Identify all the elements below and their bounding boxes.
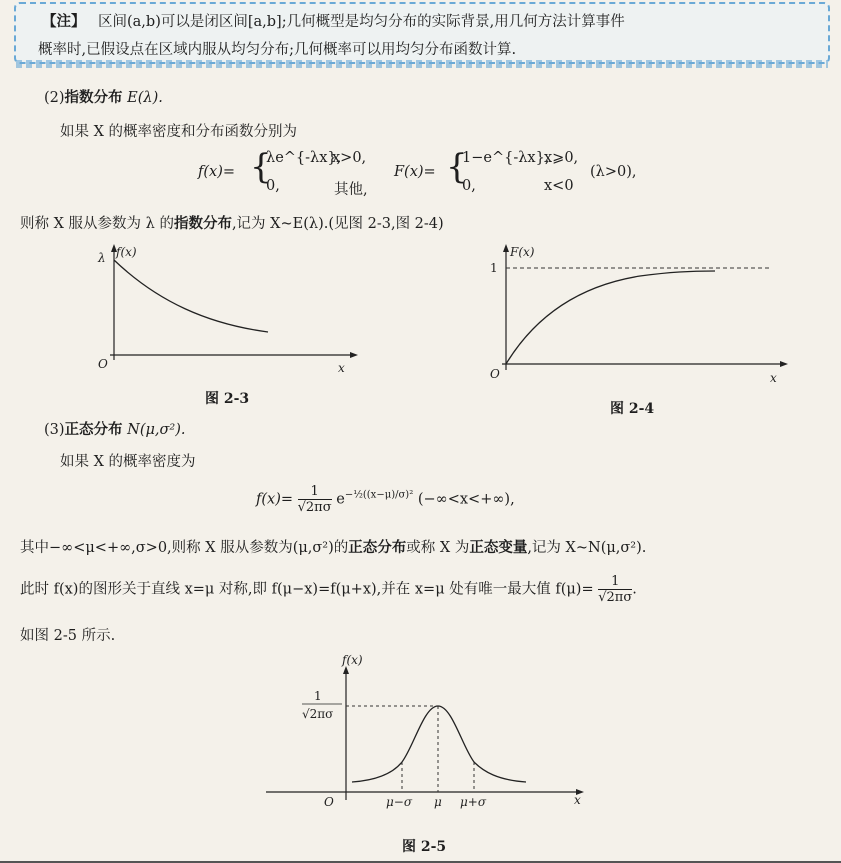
normal-formula-lhs: f(x)= — [256, 491, 294, 508]
figure-2-5 — [262, 650, 592, 820]
fig25-bell-curve — [352, 706, 526, 782]
f-lhs — [198, 164, 235, 180]
section3-symbol: N(μ,σ²). — [127, 422, 186, 438]
note-line-1: 区间(a,b)可以是闭区间[a,b];几何概型是均匀分布的实际背景,用几何方法计算事件 — [98, 14, 625, 30]
fig24-cdf-curve — [506, 271, 715, 364]
normal-formula-e: e — [336, 491, 345, 508]
fig24-caption: 图 2-4 — [610, 401, 655, 417]
line2-den: √2πσ — [598, 590, 633, 605]
F-lhs — [394, 164, 436, 180]
f-case2-cond: 其他, — [334, 182, 368, 198]
fig24-y-arrow — [503, 244, 509, 252]
fig23-xlabel: x — [338, 361, 345, 375]
section3-heading — [44, 418, 186, 439]
line1-part-b: 正态分布 — [348, 539, 407, 556]
figure-2-3 — [88, 240, 358, 380]
F-brace: { — [446, 147, 468, 187]
section2-prefix: (2) — [44, 90, 65, 106]
section3-line3: 如图 2-5 所示. — [20, 628, 116, 644]
fig25-tick-mu-minus-sigma: μ−σ — [386, 795, 413, 809]
figure-2-4 — [480, 240, 790, 386]
conclusion-part-c: ,记为 X~E(λ).(见图 2-3,图 2-4) — [231, 216, 444, 232]
fig23-origin: O — [98, 357, 108, 371]
normal-formula-fraction — [298, 484, 332, 515]
normal-formula-num: 1 — [298, 484, 332, 500]
note-tag: 【注】 — [42, 13, 86, 30]
line2-fraction — [598, 574, 632, 605]
section2-intro: 如果 X 的概率密度和分布函数分别为 — [60, 124, 298, 140]
F-case1-val: 1−e^{-λx}, — [462, 150, 550, 166]
note-wave-border — [16, 60, 828, 68]
fig24-origin: O — [490, 367, 500, 381]
note-line-2: 概率时,已假设点在区域内服从均匀分布;几何概率可以用均匀分布函数计算. — [38, 42, 517, 58]
F-case2-cond: x<0 — [544, 178, 574, 194]
line2-num: 1 — [598, 574, 632, 590]
f-case1-cond: x>0, — [332, 150, 367, 166]
fig24-x-arrow — [780, 361, 788, 367]
normal-formula — [256, 484, 515, 515]
section2-heading — [44, 86, 163, 107]
section2-symbol: E(λ). — [127, 90, 163, 106]
normal-formula-den: √2πσ — [297, 500, 332, 515]
fig25-caption: 图 2-5 — [402, 839, 447, 855]
line1-part-d: 正态变量 — [469, 539, 528, 556]
fig25-tick-mu-plus-sigma: μ+σ — [460, 795, 487, 809]
section2-conclusion — [20, 212, 444, 233]
fig25-ytick-den: √2πσ — [302, 707, 334, 721]
fig24-xlabel: x — [770, 371, 777, 385]
fig23-x-arrow — [350, 352, 358, 358]
fig23-density-curve — [114, 260, 268, 332]
F-case1-cond: x⩾0, — [544, 150, 579, 166]
f-case1-val: λe^{-λx}, — [266, 150, 342, 166]
note-box — [14, 2, 830, 64]
f-case2-val: 0, — [266, 178, 280, 194]
line1-part-a: 其中−∞<μ<+∞,σ>0,则称 X 服从参数为(μ,σ²)的 — [20, 540, 349, 556]
line2-end: . — [632, 581, 637, 598]
fig25-xlabel: x — [574, 793, 581, 807]
section3-intro: 如果 X 的概率密度为 — [60, 454, 196, 470]
section3-line1 — [20, 536, 646, 557]
F-lhs-text: F(x)= — [394, 164, 436, 180]
fig24-ytick: 1 — [490, 261, 498, 275]
fig23-caption: 图 2-3 — [205, 391, 250, 407]
conclusion-part-a: 则称 X 服从参数为 λ 的 — [20, 216, 174, 232]
fig25-ytick-num: 1 — [314, 689, 322, 703]
f-brace: { — [250, 147, 272, 187]
line2-text: 此时 f(x)的图形关于直线 x=μ 对称,即 f(μ−x)=f(μ+x),并在 x=μ 处有唯一最大值 f(μ)= — [20, 581, 594, 598]
fig25-ylabel: f(x) — [342, 653, 363, 667]
section3-line2 — [20, 574, 637, 605]
section3-title: 正态分布 — [64, 421, 123, 438]
normal-formula-exponent: −½((x−μ)/σ)² — [344, 489, 414, 501]
fig25-origin: O — [324, 795, 334, 809]
normal-formula-range: (−∞<x<+∞), — [417, 491, 515, 508]
fig25-y-arrow — [343, 666, 349, 674]
section3-prefix: (3) — [44, 422, 65, 438]
F-case2-val: 0, — [462, 178, 476, 194]
conclusion-part-b: 指数分布 — [173, 215, 232, 232]
fig23-ytick: λ — [98, 251, 106, 265]
F-param: (λ>0), — [590, 164, 637, 180]
fig25-tick-mu: μ — [434, 795, 442, 809]
line1-part-e: ,记为 X~N(μ,σ²). — [527, 540, 647, 556]
line1-part-c: 或称 X 为 — [406, 540, 470, 556]
f-lhs-text: f(x)= — [198, 164, 236, 180]
fig24-ylabel: F(x) — [510, 245, 535, 259]
fig23-ylabel: f(x) — [116, 245, 137, 259]
section2-title: 指数分布 — [64, 89, 123, 106]
